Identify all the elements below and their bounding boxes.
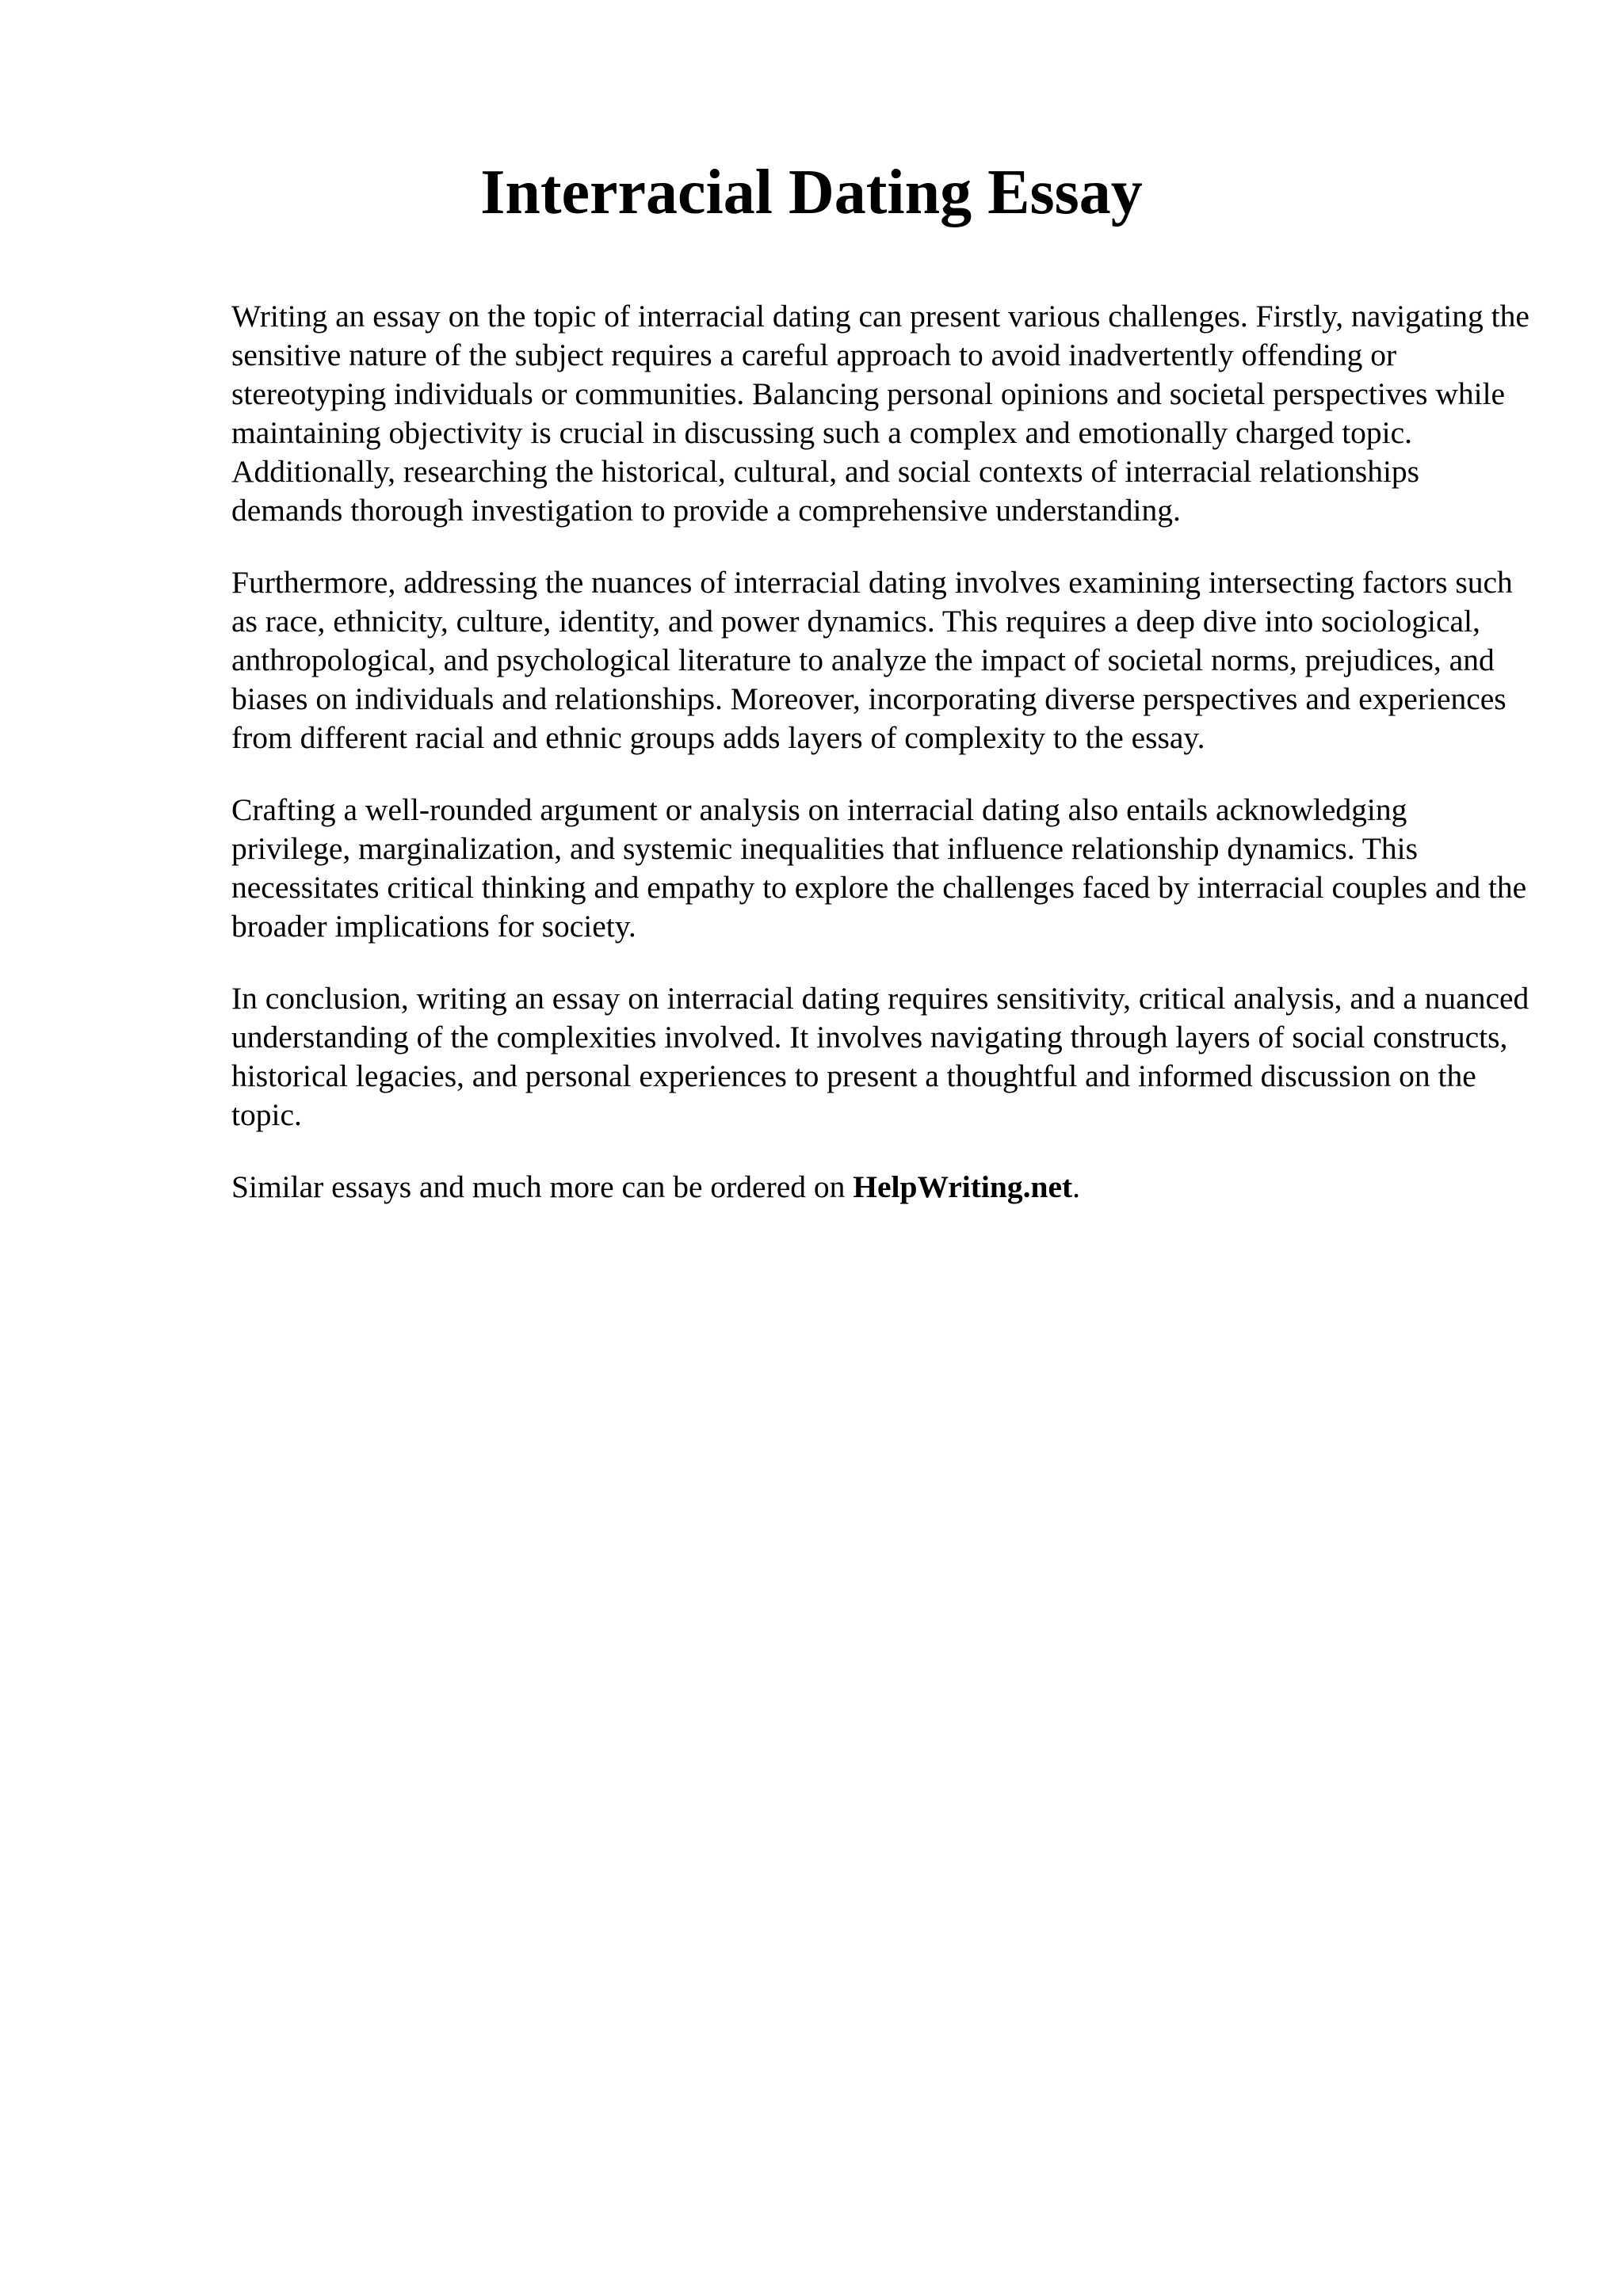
- paragraph-2: Furthermore, addressing the nuances of interracial dating involves examining intersecting factors such as race, ethnicity, culture, identity, and power dynamics. This requires a deep dive into sociological, anthropological, and psychological literature to analyze the impact of societal norms, prejudices, and biases on individuals and relationships. Moreover, incorporating diverse perspectives and experiences from different racial and ethnic groups adds layers of complexity to the essay.: [231, 565, 1513, 755]
- paragraph-1: Writing an essay on the topic of interracial dating can present various challenges. Firstly, navigating the sensitive nature of the subject requires a careful approach to avoid inadvertently offending or stereotyping individuals or communities. Balancing personal opinions and societal perspectives while maintaining objectivity is crucial in discussing such a complex and emotionally charged topic. Additionally, researching the historical, cultural, and social contexts of interracial relationships demands thorough investigation to provide a comprehensive understanding.: [231, 299, 1529, 528]
- footer-prefix: Similar essays and much more can be ordered on: [231, 1169, 854, 1204]
- essay-body: [231, 297, 1531, 1240]
- footer-suffix: .: [1072, 1169, 1081, 1204]
- footer-note: [231, 1168, 1531, 1207]
- paragraph-4: In conclusion, writing an essay on interracial dating requires sensitivity, critical analysis, and a nuanced understanding of the complexities involved. It involves navigating through layers of social constructs, historical legacies, and personal experiences to present a thoughtful and informed discussion on the topic.: [231, 981, 1529, 1132]
- brand-link[interactable]: HelpWriting.net: [853, 1169, 1073, 1204]
- paragraph-3: Crafting a well-rounded argument or analysis on interracial dating also entails acknowledging privilege, marginalization, and systemic inequalities that influence relationship dynamics. This necessitates critical thinking and empathy to explore the challenges faced by interracial couples and the broader implications for society.: [231, 792, 1527, 944]
- page-title: Interracial Dating Essay: [480, 158, 1143, 227]
